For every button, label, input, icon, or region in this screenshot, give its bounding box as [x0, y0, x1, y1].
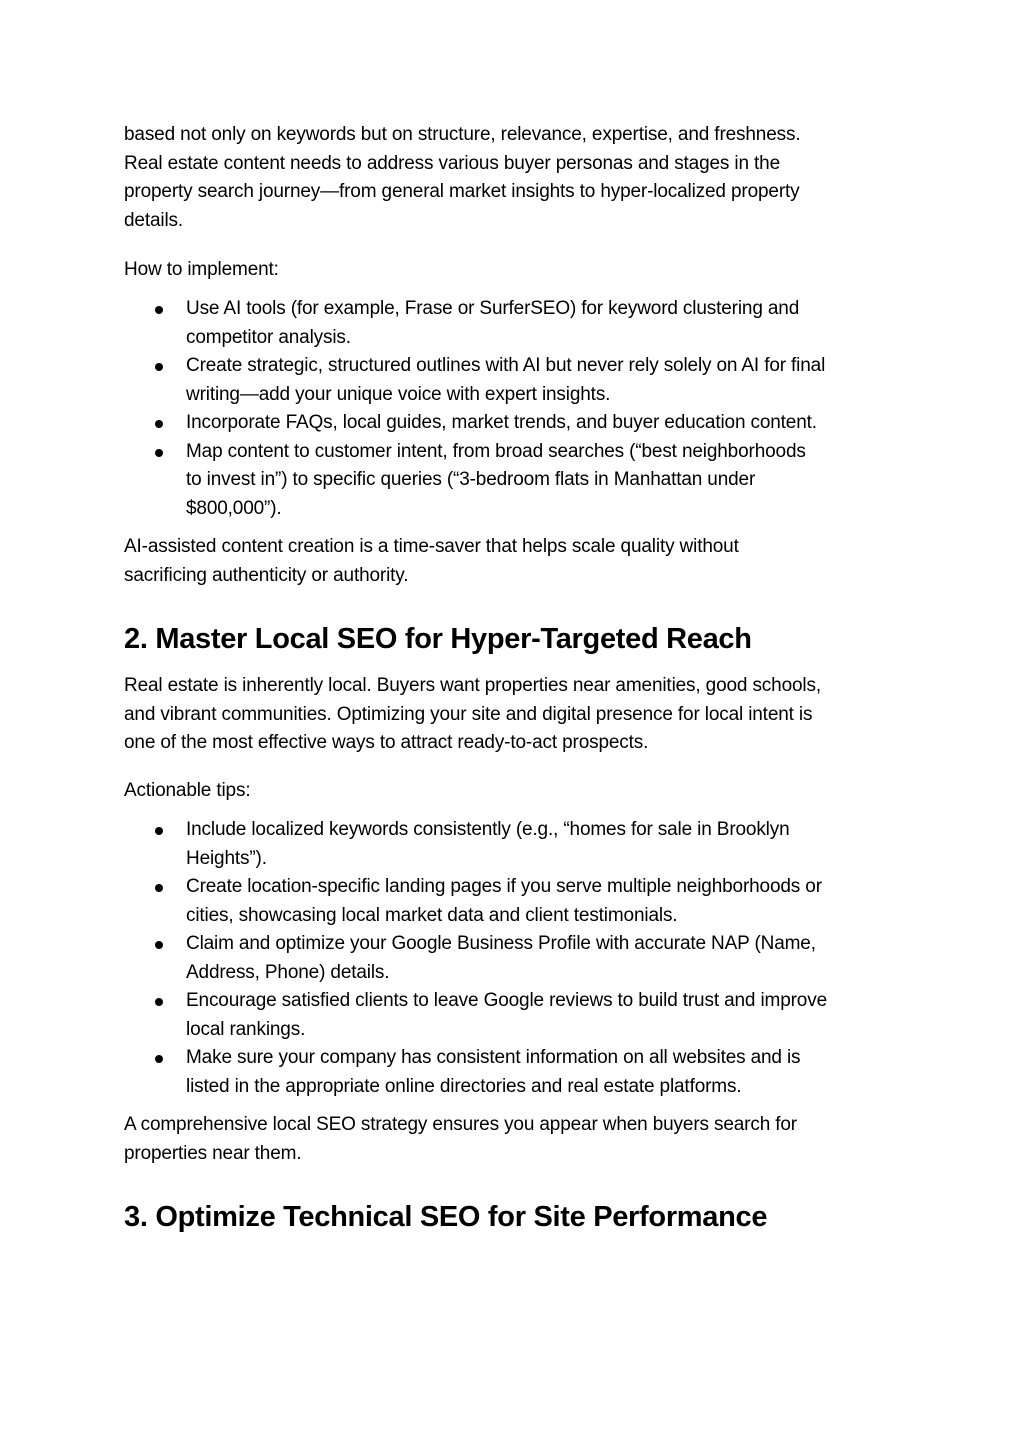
tips-label: Actionable tips:: [124, 780, 251, 801]
section-3-heading: 3. Optimize Technical SEO for Site Performance: [124, 1201, 768, 1233]
section-2-intro: [124, 672, 821, 758]
text-line: Make sure your company has consistent information on all websites and is: [186, 1047, 801, 1068]
text-line: competitor analysis.: [186, 326, 351, 348]
text-line: Heights”).: [186, 847, 267, 869]
list-item: [124, 873, 827, 930]
text-line: $800,000”).: [186, 497, 282, 519]
intro-paragraph: [124, 121, 800, 235]
bullet-icon: [155, 884, 163, 892]
bullet-icon: [155, 420, 163, 428]
text-line: Create location-specific landing pages if you serve multiple neighborhoods or: [186, 876, 822, 897]
text-line: to invest in”) to specific queries (“3-bedroom flats in Manhattan under: [186, 469, 756, 490]
bullet-icon: [155, 449, 163, 457]
text-line: one of the most effective ways to attract ready-to-act prospects.: [124, 732, 649, 753]
text-line: details.: [124, 209, 184, 231]
bullet-icon: [155, 998, 163, 1006]
text-line: and vibrant communities. Optimizing your site and digital presence for local intent is: [124, 703, 813, 725]
text-line: Include localized keywords consistently (e.g., “homes for sale in Brooklyn: [186, 819, 790, 840]
section-2-summary: [124, 1111, 797, 1168]
list-item: [124, 930, 827, 987]
list-item: [124, 409, 825, 438]
text-line: based not only on keywords but on structure, relevance, expertise, and freshness.: [124, 124, 801, 145]
text-line: Claim and optimize your Google Business Profile with accurate NAP (Name,: [186, 933, 816, 954]
tips-list: [124, 816, 827, 1101]
how-to-label: How to implement:: [124, 259, 279, 280]
text-line: listed in the appropriate online directories and real estate platforms.: [186, 1075, 742, 1097]
bullet-icon: [155, 306, 163, 314]
list-item: [124, 987, 827, 1044]
text-line: sacrificing authenticity or authority.: [124, 564, 409, 586]
text-line: Map content to customer intent, from broad searches (“best neighborhoods: [186, 440, 806, 462]
text-line: Incorporate FAQs, local guides, market trends, and buyer education content.: [186, 412, 817, 433]
ai-summary-paragraph: [124, 533, 739, 590]
text-line: Real estate content needs to address various buyer personas and stages in the: [124, 152, 780, 174]
text-line: Use AI tools (for example, Frase or SurferSEO) for keyword clustering and: [186, 298, 800, 319]
text-line: AI-assisted content creation is a time-saver that helps scale quality without: [124, 536, 739, 557]
text-line: Address, Phone) details.: [186, 961, 390, 983]
text-line: cities, showcasing local market data and client testimonials.: [186, 904, 678, 926]
bullet-icon: [155, 1055, 163, 1063]
list-item: [124, 295, 825, 352]
text-line: Encourage satisfied clients to leave Google reviews to build trust and improve: [186, 990, 827, 1011]
text-line: Real estate is inherently local. Buyers want properties near amenities, good schools,: [124, 675, 821, 696]
list-item: [124, 438, 825, 524]
how-to-list: [124, 295, 825, 523]
text-line: properties near them.: [124, 1142, 302, 1164]
text-line: Create strategic, structured outlines with AI but never rely solely on AI for final: [186, 355, 826, 376]
list-item: [124, 816, 827, 873]
bullet-icon: [155, 827, 163, 835]
text-line: A comprehensive local SEO strategy ensures you appear when buyers search for: [124, 1114, 797, 1135]
list-item: [124, 352, 825, 409]
bullet-icon: [155, 363, 163, 371]
section-2-heading: 2. Master Local SEO for Hyper-Targeted Reach: [124, 623, 752, 655]
text-line: local rankings.: [186, 1018, 306, 1040]
bullet-icon: [155, 941, 163, 949]
text-line: writing—add your unique voice with expert insights.: [186, 383, 611, 405]
list-item: [124, 1044, 827, 1101]
text-line: property search journey—from general market insights to hyper-localized property: [124, 181, 800, 202]
